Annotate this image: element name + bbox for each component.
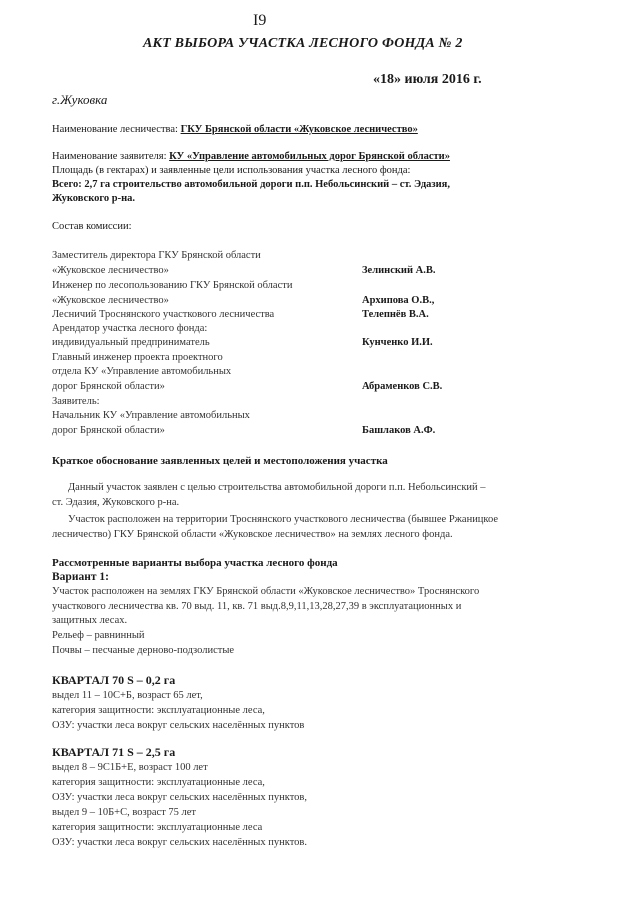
variant-line: Участок расположен на землях ГКУ Брянской области «Жуковское лесничество» Троснянского <box>52 586 480 597</box>
total-line-1: Всего: 2,7 га строительство автомобильной дороги п.п. Небольсинский – ст. Эдазия, <box>52 179 450 190</box>
document-title: АКТ ВЫБОРА УЧАСТКА ЛЕСНОГО ФОНДА № 2 <box>143 36 463 51</box>
kvartal-70-line: ОЗУ: участки леса вокруг сельских населённых пунктов <box>52 720 305 731</box>
variant-line: Почвы – песчаные дерново-подзолистые <box>52 645 235 656</box>
commission-member-name: Абраменков С.В. <box>362 381 443 392</box>
variant-line: Рельеф – равнинный <box>52 630 145 641</box>
rationale-line: Данный участок заявлен с целью строительства автомобильной дороги п.п. Небольсинский – <box>68 482 486 493</box>
commission-row-text: Заместитель директора ГКУ Брянской области <box>52 250 261 261</box>
commission-row-text: дорог Брянской области» <box>52 425 165 436</box>
variant-line: участкового лесничества кв. 70 выд. 11, кв. 71 выд.8,9,11,13,28,27,39 в эксплуатационных и <box>52 601 462 612</box>
commission-member-name: Башлаков А.Ф. <box>362 425 436 436</box>
kvartal-71-line: категория защитности: эксплуатационные леса <box>52 822 263 833</box>
kvartal-71-title: КВАРТАЛ 71 S – 2,5 га <box>52 745 176 759</box>
variants-heading: Рассмотренные варианты выбора участка лесного фонда <box>52 557 338 569</box>
commission-row-text: отдела КУ «Управление автомобильных <box>52 366 232 377</box>
commission-row-text: Начальник КУ «Управление автомобильных <box>52 410 250 421</box>
kvartal-71-line: ОЗУ: участки леса вокруг сельских населённых пунктов, <box>52 792 307 803</box>
commission-member-name: Зелинский А.В. <box>362 265 436 276</box>
commission-row-text: индивидуальный предприниматель <box>52 337 210 348</box>
total-line-2: Жуковского р-на. <box>52 193 135 204</box>
page-number: I9 <box>253 12 267 29</box>
commission-row-text: Лесничий Троснянского участкового лесничества <box>52 309 275 320</box>
variant-line: защитных лесах. <box>52 615 128 626</box>
commission-member-name: Телепнёв В.А. <box>362 309 429 320</box>
applicant-value: КУ «Управление автомобильных дорог Брянской области» <box>169 151 450 162</box>
commission-row-text: Арендатор участка лесного фонда: <box>52 323 208 334</box>
forestry-value: ГКУ Брянской области «Жуковское лесничество» <box>180 124 418 135</box>
commission-row-text: Главный инженер проекта проектного <box>52 352 223 363</box>
commission-member-name: Архипова О.В., <box>362 295 435 306</box>
applicant-line <box>52 151 450 162</box>
rationale-line: ст. Эдазия, Жуковского р-на. <box>52 497 180 508</box>
commission-row-text: Заявитель: <box>52 396 100 407</box>
kvartal-71-line: выдел 9 – 10Б+С, возраст 75 лет <box>52 807 197 818</box>
rationale-line: Участок расположен на территории Троснянского участкового лесничества (бывшее Ржаницкое <box>68 514 499 525</box>
kvartal-70-line: выдел 11 – 10С+Б, возраст 65 лет, <box>52 690 203 701</box>
kvartal-71-line: ОЗУ: участки леса вокруг сельских населённых пунктов. <box>52 837 307 848</box>
commission-member-name: Кунченко И.И. <box>362 337 433 348</box>
commission-row-text: «Жуковское лесничество» <box>52 295 169 306</box>
commission-row-text: дорог Брянской области» <box>52 381 165 392</box>
area-line: Площадь (в гектарах) и заявленные цели использования участка лесного фонда: <box>52 165 411 176</box>
applicant-label: Наименование заявителя: <box>52 151 170 162</box>
rationale-heading: Краткое обоснование заявленных целей и местоположения участка <box>52 455 388 467</box>
rationale-line: лесничество) ГКУ Брянской области «Жуковское лесничество» на землях лесного фонда. <box>52 529 453 540</box>
kvartal-71-line: категория защитности: эксплуатационные леса, <box>52 777 265 788</box>
document-date: «18» июля 2016 г. <box>373 72 482 87</box>
commission-heading: Состав комиссии: <box>52 221 132 232</box>
kvartal-70-title: КВАРТАЛ 70 S – 0,2 га <box>52 673 176 687</box>
forestry-label: Наименование лесничества: <box>52 124 181 135</box>
kvartal-70-line: категория защитности: эксплуатационные леса, <box>52 705 265 716</box>
commission-row-text: «Жуковское лесничество» <box>52 265 169 276</box>
commission-row-text: Инженер по лесопользованию ГКУ Брянской области <box>52 280 293 291</box>
variant-label: Вариант 1: <box>52 571 109 583</box>
document-city: г.Жуковка <box>52 92 108 107</box>
forestry-line <box>52 124 418 135</box>
kvartal-71-line: выдел 8 – 9С1Б+Е, возраст 100 лет <box>52 762 208 773</box>
